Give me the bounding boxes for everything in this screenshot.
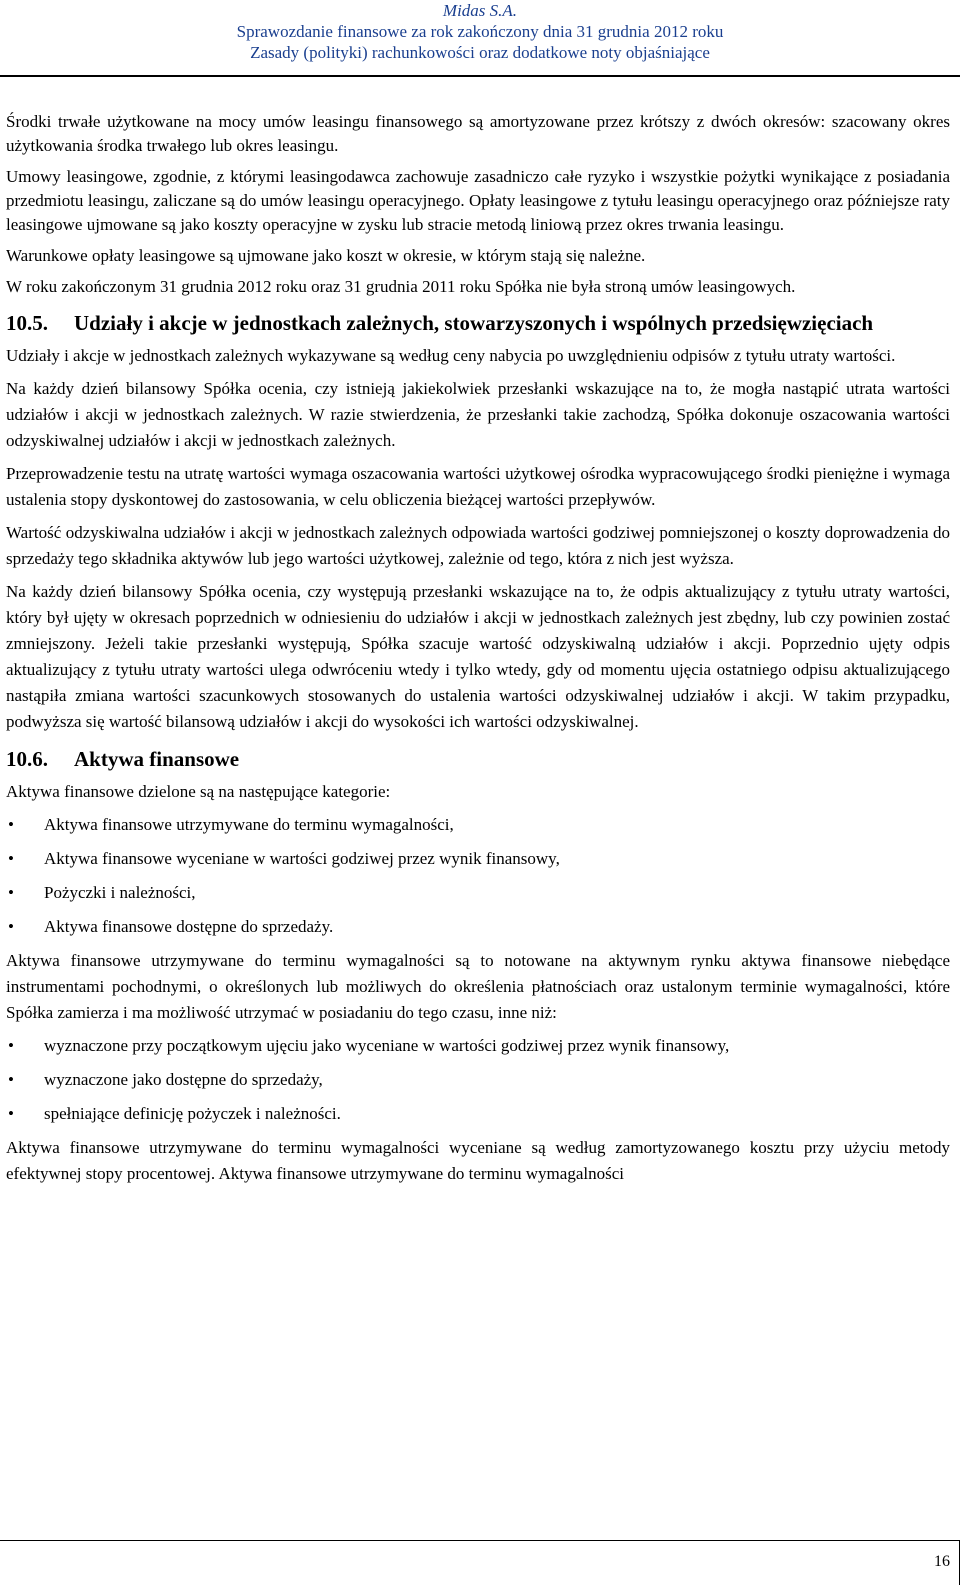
header-report-title: Sprawozdanie finansowe za rok zakończony dnia 31 grudnia 2012 roku — [236, 22, 724, 41]
section-heading-10-5 — [6, 309, 950, 337]
bullet-icon: • — [8, 1036, 14, 1055]
paragraph-no-leases: W roku zakończonym 31 grudnia 2012 roku oraz 31 grudnia 2011 roku Spółka nie była stroną umów leasingowych. — [6, 277, 796, 296]
header-section: Zasady (polityki) rachunkowości oraz dodatkowe noty objaśniające — [250, 43, 710, 62]
section-number: 10.5. — [6, 311, 48, 335]
bullet-icon: • — [8, 917, 14, 936]
bullet-icon: • — [8, 1070, 14, 1089]
paragraph-shares-cost: Udziały i akcje w jednostkach zależnych wykazywane są według ceny nabycia po uwzględnieniu odpisów z tytułu utraty wartości. — [6, 346, 896, 365]
paragraph-finance-lease-depreciation: Środki trwałe użytkowane na mocy umów leasingu finansowego są amortyzowane przez krótszy z dwóch okresów: szacowany okres użytkowania środka trwałego lub okres leasingu. — [6, 112, 950, 155]
header-rule — [0, 75, 960, 77]
list-item: • Pożyczki i należności, — [6, 880, 950, 906]
document-body — [6, 110, 950, 1194]
paragraph-impairment-assessment: Na każdy dzień bilansowy Spółka ocenia, czy istnieją jakiekolwiek przesłanki wskazujące na to, że mogła nastąpić utrata wartości udziałów i akcji w jednostkach zależnych. W razie stwierdzenia, że przesłanki takie zachodzą, Spółka dokonuje oszacowania wartości odzyskiwalnej udziałów i akcji w jednostkach zależnych. — [6, 379, 950, 450]
section-number: 10.6. — [6, 747, 48, 771]
exclusion-list — [6, 1033, 950, 1127]
section-title: Udziały i akcje w jednostkach zależnych, stowarzyszonych i wspólnych przedsięwzięciach — [74, 311, 874, 335]
paragraph-categories-intro: Aktywa finansowe dzielone są na następujące kategorie: — [6, 782, 391, 801]
list-item: • Aktywa finansowe utrzymywane do terminu wymagalności, — [6, 812, 950, 838]
list-item: • spełniające definicję pożyczek i należności. — [6, 1101, 950, 1127]
paragraph-impairment-reversal: Na każdy dzień bilansowy Spółka ocenia, czy występują przesłanki wskazujące na to, że odpis aktualizujący z tytułu utraty wartości, który był ujęty w okresach poprzednich w odniesieniu do udziałów i akcji w jednostkach zależnych jest zbędny, lub czy powinien zostać zmniejszony. Jeżeli takie przesłanki występują, Spółka szacuje wartość odzyskiwalną udziałów i akcji. Poprzednio ujęty odpis aktualizujący z tytułu utraty wartości ulega odwróceniu wtedy i tylko wtedy, gdy od momentu ujęcia ostatniego odpisu aktualizującego nastąpiła zmiana wartości szacunkowych stosowanych do ustalenia wartości odzyskiwalnej udziałów i akcji. W takim przypadku, podwyższa się wartość bilansową udziałów i akcji do wysokości ich wartości odzyskiwalnej. — [6, 582, 950, 731]
bullet-icon: • — [8, 883, 14, 902]
bullet-icon: • — [8, 815, 14, 834]
paragraph-held-to-maturity: Aktywa finansowe utrzymywane do terminu wymagalności są to notowane na aktywnym rynku aktywa finansowe niebędące instrumentami pochodnymi, o określonych lub możliwych do określenia płatnościach oraz ustalonym terminie wymagalności, które Spółka zamierza i ma możliwość utrzymać w posiadaniu do tego czasu, inne niż: — [6, 951, 950, 1022]
list-item: • Aktywa finansowe wyceniane w wartości godziwej przez wynik finansowy, — [6, 846, 950, 872]
list-item: • wyznaczone przy początkowym ujęciu jako wyceniane w wartości godziwej przez wynik finansowy, — [6, 1033, 950, 1059]
section-title: Aktywa finansowe — [74, 747, 240, 771]
list-item: • Aktywa finansowe dostępne do sprzedaży. — [6, 914, 950, 940]
page-number: 16 — [934, 1553, 950, 1570]
paragraph-amortised-cost: Aktywa finansowe utrzymywane do terminu wymagalności wyceniane są według zamortyzowanego kosztu przy użyciu metody efektywnej stopy procentowej. Aktywa finansowe utrzymywane do terminu wymagalności — [6, 1138, 950, 1183]
page-header — [0, 0, 960, 74]
paragraph-recoverable-value: Wartość odzyskiwalna udziałów i akcji w jednostkach zależnych odpowiada wartości godziwej pomniejszonej o koszty doprowadzenia do sprzedaży tego składnika aktywów lub jego wartości użytkowej, zależnie od tego, która z nich jest wyższa. — [6, 523, 950, 568]
footer-rule — [0, 1540, 960, 1541]
list-item: • wyznaczone jako dostępne do sprzedaży, — [6, 1067, 950, 1093]
section-heading-10-6 — [6, 745, 950, 773]
paragraph-contingent-lease: Warunkowe opłaty leasingowe są ujmowane jako koszt w okresie, w którym stają się należne. — [6, 246, 646, 265]
category-list — [6, 812, 950, 940]
paragraph-impairment-test: Przeprowadzenie testu na utratę wartości wymaga oszacowania wartości użytkowej ośrodka wypracowującego środki pieniężne i wymaga ustalenia stopy dyskontowej do zastosowania, w celu obliczenia bieżącej wartości przepływów. — [6, 464, 950, 509]
bullet-icon: • — [8, 1104, 14, 1123]
paragraph-operating-lease: Umowy leasingowe, zgodnie, z którymi leasingodawca zachowuje zasadniczo całe ryzyko i wszystkie pożytki wynikające z posiadania przedmiotu leasingu, zaliczane są do umów leasingu operacyjnego. Opłaty leasingowe z tytułu leasingu operacyjnego oraz późniejsze raty leasingowe ujmowane są jako koszty operacyjne w zysku lub stracie metodą liniową przez okres trwania leasingu. — [6, 167, 950, 234]
header-company: Midas S.A. — [442, 1, 518, 20]
bullet-icon: • — [8, 849, 14, 868]
